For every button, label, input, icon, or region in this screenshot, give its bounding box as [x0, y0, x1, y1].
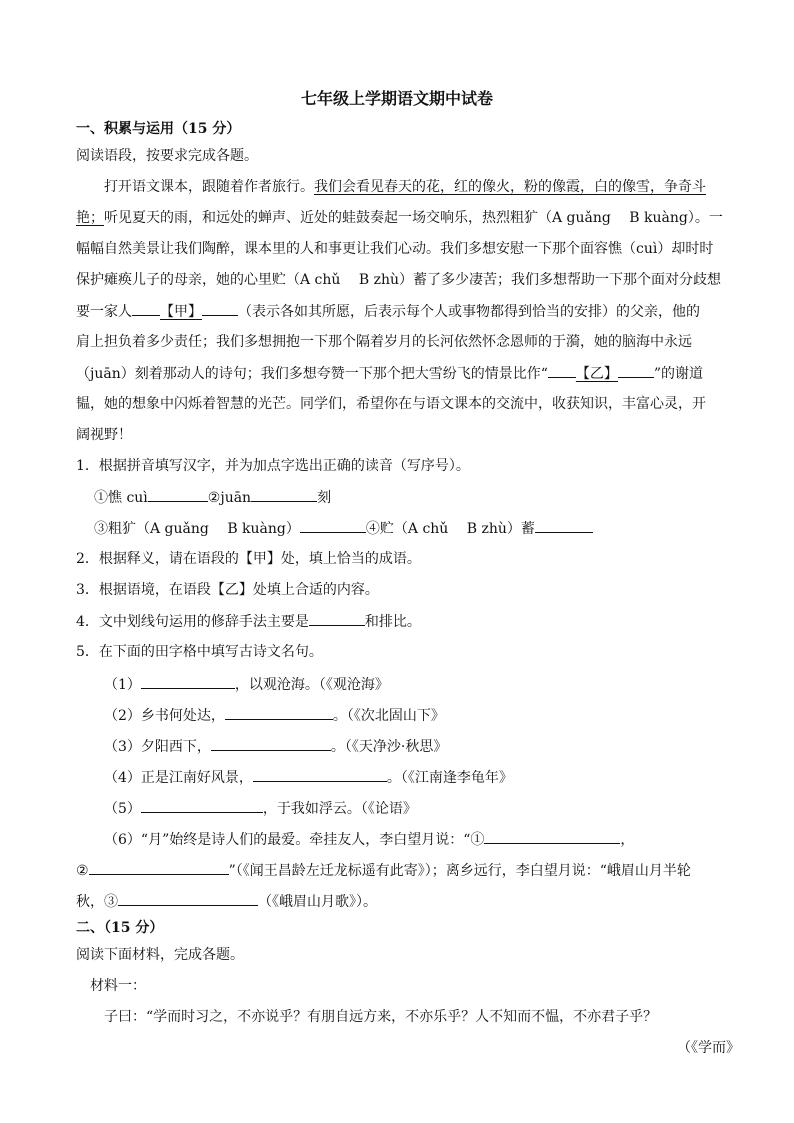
question-1-row-1: ①憔 cuì ②juān 刻 — [94, 487, 331, 508]
question-5-item-1: （1） ，以观沧海。（《观沧海》 — [104, 674, 389, 695]
page-title: 七年级上学期语文期中试卷 — [300, 89, 493, 108]
answer-blank-5-5[interactable] — [141, 798, 263, 813]
answer-blank-1[interactable] — [148, 487, 208, 502]
question-5: 5．在下面的田字格中填写古诗文名句。 — [76, 644, 323, 660]
blank-jia-pre[interactable] — [132, 301, 160, 316]
passage-line: 打开语文课本，跟随着作者旅行。我们会看见春天的花，红的像火，粉的像霞，白的像雪，争奇斗 — [104, 179, 706, 195]
answer-blank-5-6a[interactable] — [484, 829, 620, 844]
answer-blank-5-3[interactable] — [211, 736, 331, 751]
answer-blank-5-2[interactable] — [225, 705, 333, 720]
marker-jia: 【甲】 — [160, 304, 202, 320]
passage-line: 肩上担负着多少责任；我们多想拥抱一下那个隔着岁月的长河依然怀念恩师的于漪，她的脑海中永远 — [76, 334, 692, 350]
passage-line: 幅幅自然美景让我们陶醉，课本里的人和事更让我们心动。我们多想安慰一下那个面容憔（cuì）却时时 — [76, 241, 714, 257]
answer-blank-4[interactable] — [535, 518, 593, 533]
question-5-item-5: （5） ，于我如浮云。（《论语》 — [104, 798, 417, 819]
blank-yi[interactable] — [618, 363, 654, 378]
question-5-item-6-end: 秋，③ （《峨眉山月歌》）。 — [76, 891, 377, 912]
question-5-item-6-cont: ② ”（《闻王昌龄左迁龙标遥有此寄》）；离乡远行，李白望月说：“峨眉山月半轮 — [76, 860, 691, 881]
question-1: 1．根据拼音填写汉字，并为加点字选出正确的读音（写序号）。 — [76, 458, 470, 474]
section-2-heading: 二、（15 分） — [76, 920, 164, 936]
answer-blank-5-4[interactable] — [253, 767, 387, 782]
question-5-item-4: （4）正是江南好风景， 。（《江南逢李龟年》 — [104, 767, 513, 788]
question-5-item-2: （2）乡书何处达， 。（《次北固山下》 — [104, 705, 445, 726]
question-5-item-6: （6）“月”始终是诗人们的最爱。牵挂友人，李白望月说：“① ， — [104, 829, 634, 850]
material-quote: 子曰：“学而时习之，不亦说乎？有朋自远方来，不亦乐乎？人不知而不愠，不亦君子乎？ — [104, 1009, 658, 1025]
material-label: 材料一： — [90, 978, 146, 994]
passage-line: 阔视野！ — [76, 427, 132, 443]
answer-blank-2[interactable] — [251, 487, 317, 502]
answer-blank-5-1[interactable] — [141, 674, 235, 689]
passage-line: 韫，她的想象中闪烁着智慧的光芒。同学们，希望你在与语文课本的交流中，收获知识，丰富心灵，开 — [76, 396, 706, 412]
underlined-sentence: 艳； — [76, 210, 104, 226]
passage-line: 要一家人 【甲】 （表示各如其所愿，后表示每个人或事物都得到恰当的安排）的父亲，他的 — [76, 301, 700, 322]
material-source: （《学而》 — [677, 1040, 740, 1056]
question-1-row-2: ③粗犷（A guǎng B kuàng） ④贮（A chǔ B zhù）蓄 — [94, 518, 593, 539]
answer-blank-5-6b[interactable] — [89, 860, 229, 875]
question-5-item-3: （3）夕阳西下， 。（《天净沙·秋思》 — [104, 736, 447, 757]
section-2-instruction: 阅读下面材料，完成各题。 — [76, 947, 244, 963]
blank-yi-pre[interactable] — [548, 363, 576, 378]
passage-line: （juān）刻着那动人的诗句；我们多想夸赞一下那个把大雪纷飞的情景比作“ 【乙】 ”的谢道 — [76, 363, 703, 384]
section-1-heading: 一、积累与运用（15 分） — [76, 121, 241, 137]
passage-line: 保护瘫痪儿子的母亲，她的心里贮（A chǔ B zhù）蓄了多少凄苦；我们多想帮助一下那个面对分歧想 — [76, 272, 722, 288]
blank-jia[interactable] — [202, 301, 238, 316]
question-4: 4．文中划线句运用的修辞手法主要是 和排比。 — [76, 611, 421, 632]
question-3: 3．根据语境，在语段【乙】处填上合适的内容。 — [76, 582, 379, 598]
section-1-instruction: 阅读语段，按要求完成各题。 — [76, 148, 258, 164]
answer-blank-5-6c[interactable] — [118, 891, 258, 906]
underlined-sentence: 我们会看见春天的花，红的像火，粉的像霞，白的像雪，争奇斗 — [314, 179, 706, 195]
passage-line: 艳；听见夏天的雨，和远处的蝉声、近处的蛙鼓奏起一场交响乐，热烈粗犷（A guǎng B kuàng）。一 — [76, 210, 723, 226]
marker-yi: 【乙】 — [575, 366, 618, 382]
question-2: 2．根据释义，请在语段的【甲】处，填上恰当的成语。 — [76, 551, 421, 567]
answer-blank-q4[interactable] — [309, 611, 365, 626]
answer-blank-3[interactable] — [300, 518, 366, 533]
